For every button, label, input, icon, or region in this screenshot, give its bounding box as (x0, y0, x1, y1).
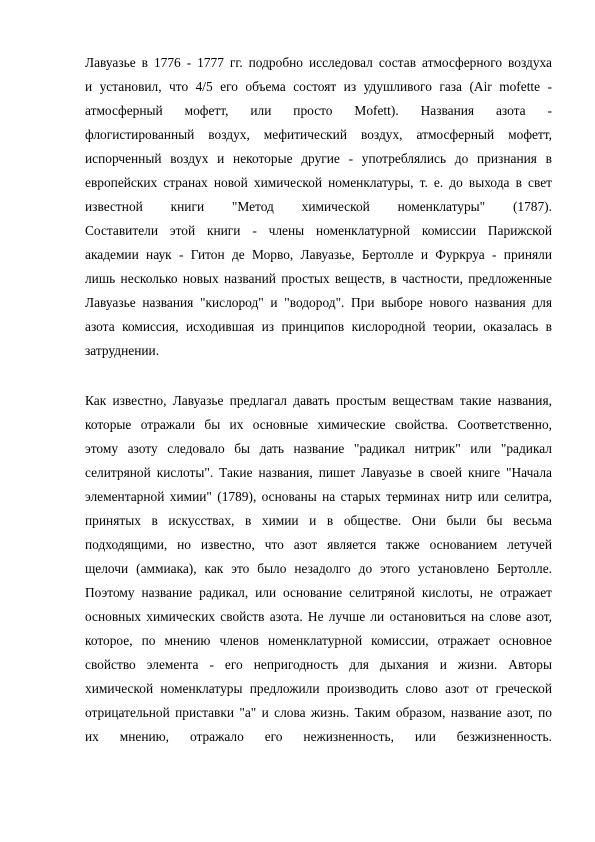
text-line: Лавуазье в 1776 - 1777 гг. подробно исследовал состав атмосферного воздуха (85, 55, 552, 70)
text-line: элементарной химии" (1789), основаны на старых терминах нитр или селитра, (85, 489, 552, 504)
text-line: атмосферный мофетт, или просто Mofett). Названия азота - (85, 103, 552, 118)
text-line: основных химических свойств азота. Не лучше ли остановиться на слове азот, (85, 609, 552, 624)
text-line: отрицательной приставки "а" и слова жизнь. Таким образом, название азот, по (85, 705, 552, 720)
text-line: затруднении. (85, 343, 160, 358)
text-line: лишь несколько новых названий простых веществ, в частности, предложенные (85, 271, 552, 286)
text-line: испорченный воздух и некоторые другие - употреблялись до признания в (85, 151, 552, 166)
text-line: академии наук - Гитон де Морво, Лавуазье, Бертолле и Фуркруа - приняли (85, 247, 552, 262)
text-line: Поэтому название радикал, или основание селитряной кислоты, не отражает (85, 585, 552, 600)
text-line: этому азоту следовало бы дать название "радикал нитрик" или "радикал (85, 441, 552, 456)
paragraph-2 (85, 389, 552, 749)
text-line: азота комиссия, исходившая из принципов кислородной теории, оказалась в (85, 319, 552, 334)
text-line: которое, по мнению членов номенклатурной комиссии, отражает основное (85, 633, 552, 648)
text-line: Составители этой книги - члены номенклатурной комиссии Парижской (85, 223, 552, 238)
text-line: свойство элемента - его непригодность для дыхания и жизни. Авторы (85, 657, 552, 672)
text-line: щелочи (аммиака), как это было незадолго до этого установлено Бертолле. (85, 561, 552, 576)
text-line: и установил, что 4/5 его объема состоят из удушливого газа (Air mofette - (85, 79, 552, 94)
text-line: Как известно, Лавуазье предлагал давать простым веществам такие названия, (85, 393, 552, 408)
text-line: европейских странах новой химической номенклатуры, т. е. до выхода в свет (85, 175, 552, 190)
text-line: их мнению, отражало его нежизненность, или безжизненность. (85, 729, 552, 744)
text-line: известной книги "Метод химической номенклатуры" (1787). (85, 199, 552, 214)
text-line: принятых в искусствах, в химии и в обществе. Они были бы весьма (85, 513, 552, 528)
text-line: селитряной кислоты". Такие названия, пишет Лавуазье в своей книге "Начала (85, 465, 552, 480)
text-line: Лавуазье названия "кислород" и "водород". При выборе нового названия для (85, 295, 552, 310)
text-line: флогистированный воздух, мефитический воздух, атмосферный мофетт, (85, 127, 552, 142)
text-line: химической номенклатуры предложили производить слово азот от греческой (85, 681, 552, 696)
text-line: которые отражали бы их основные химические свойства. Соответственно, (85, 417, 552, 432)
text-line: подходящими, но известно, что азот является также основанием летучей (85, 537, 552, 552)
paragraph-1 (85, 51, 552, 363)
